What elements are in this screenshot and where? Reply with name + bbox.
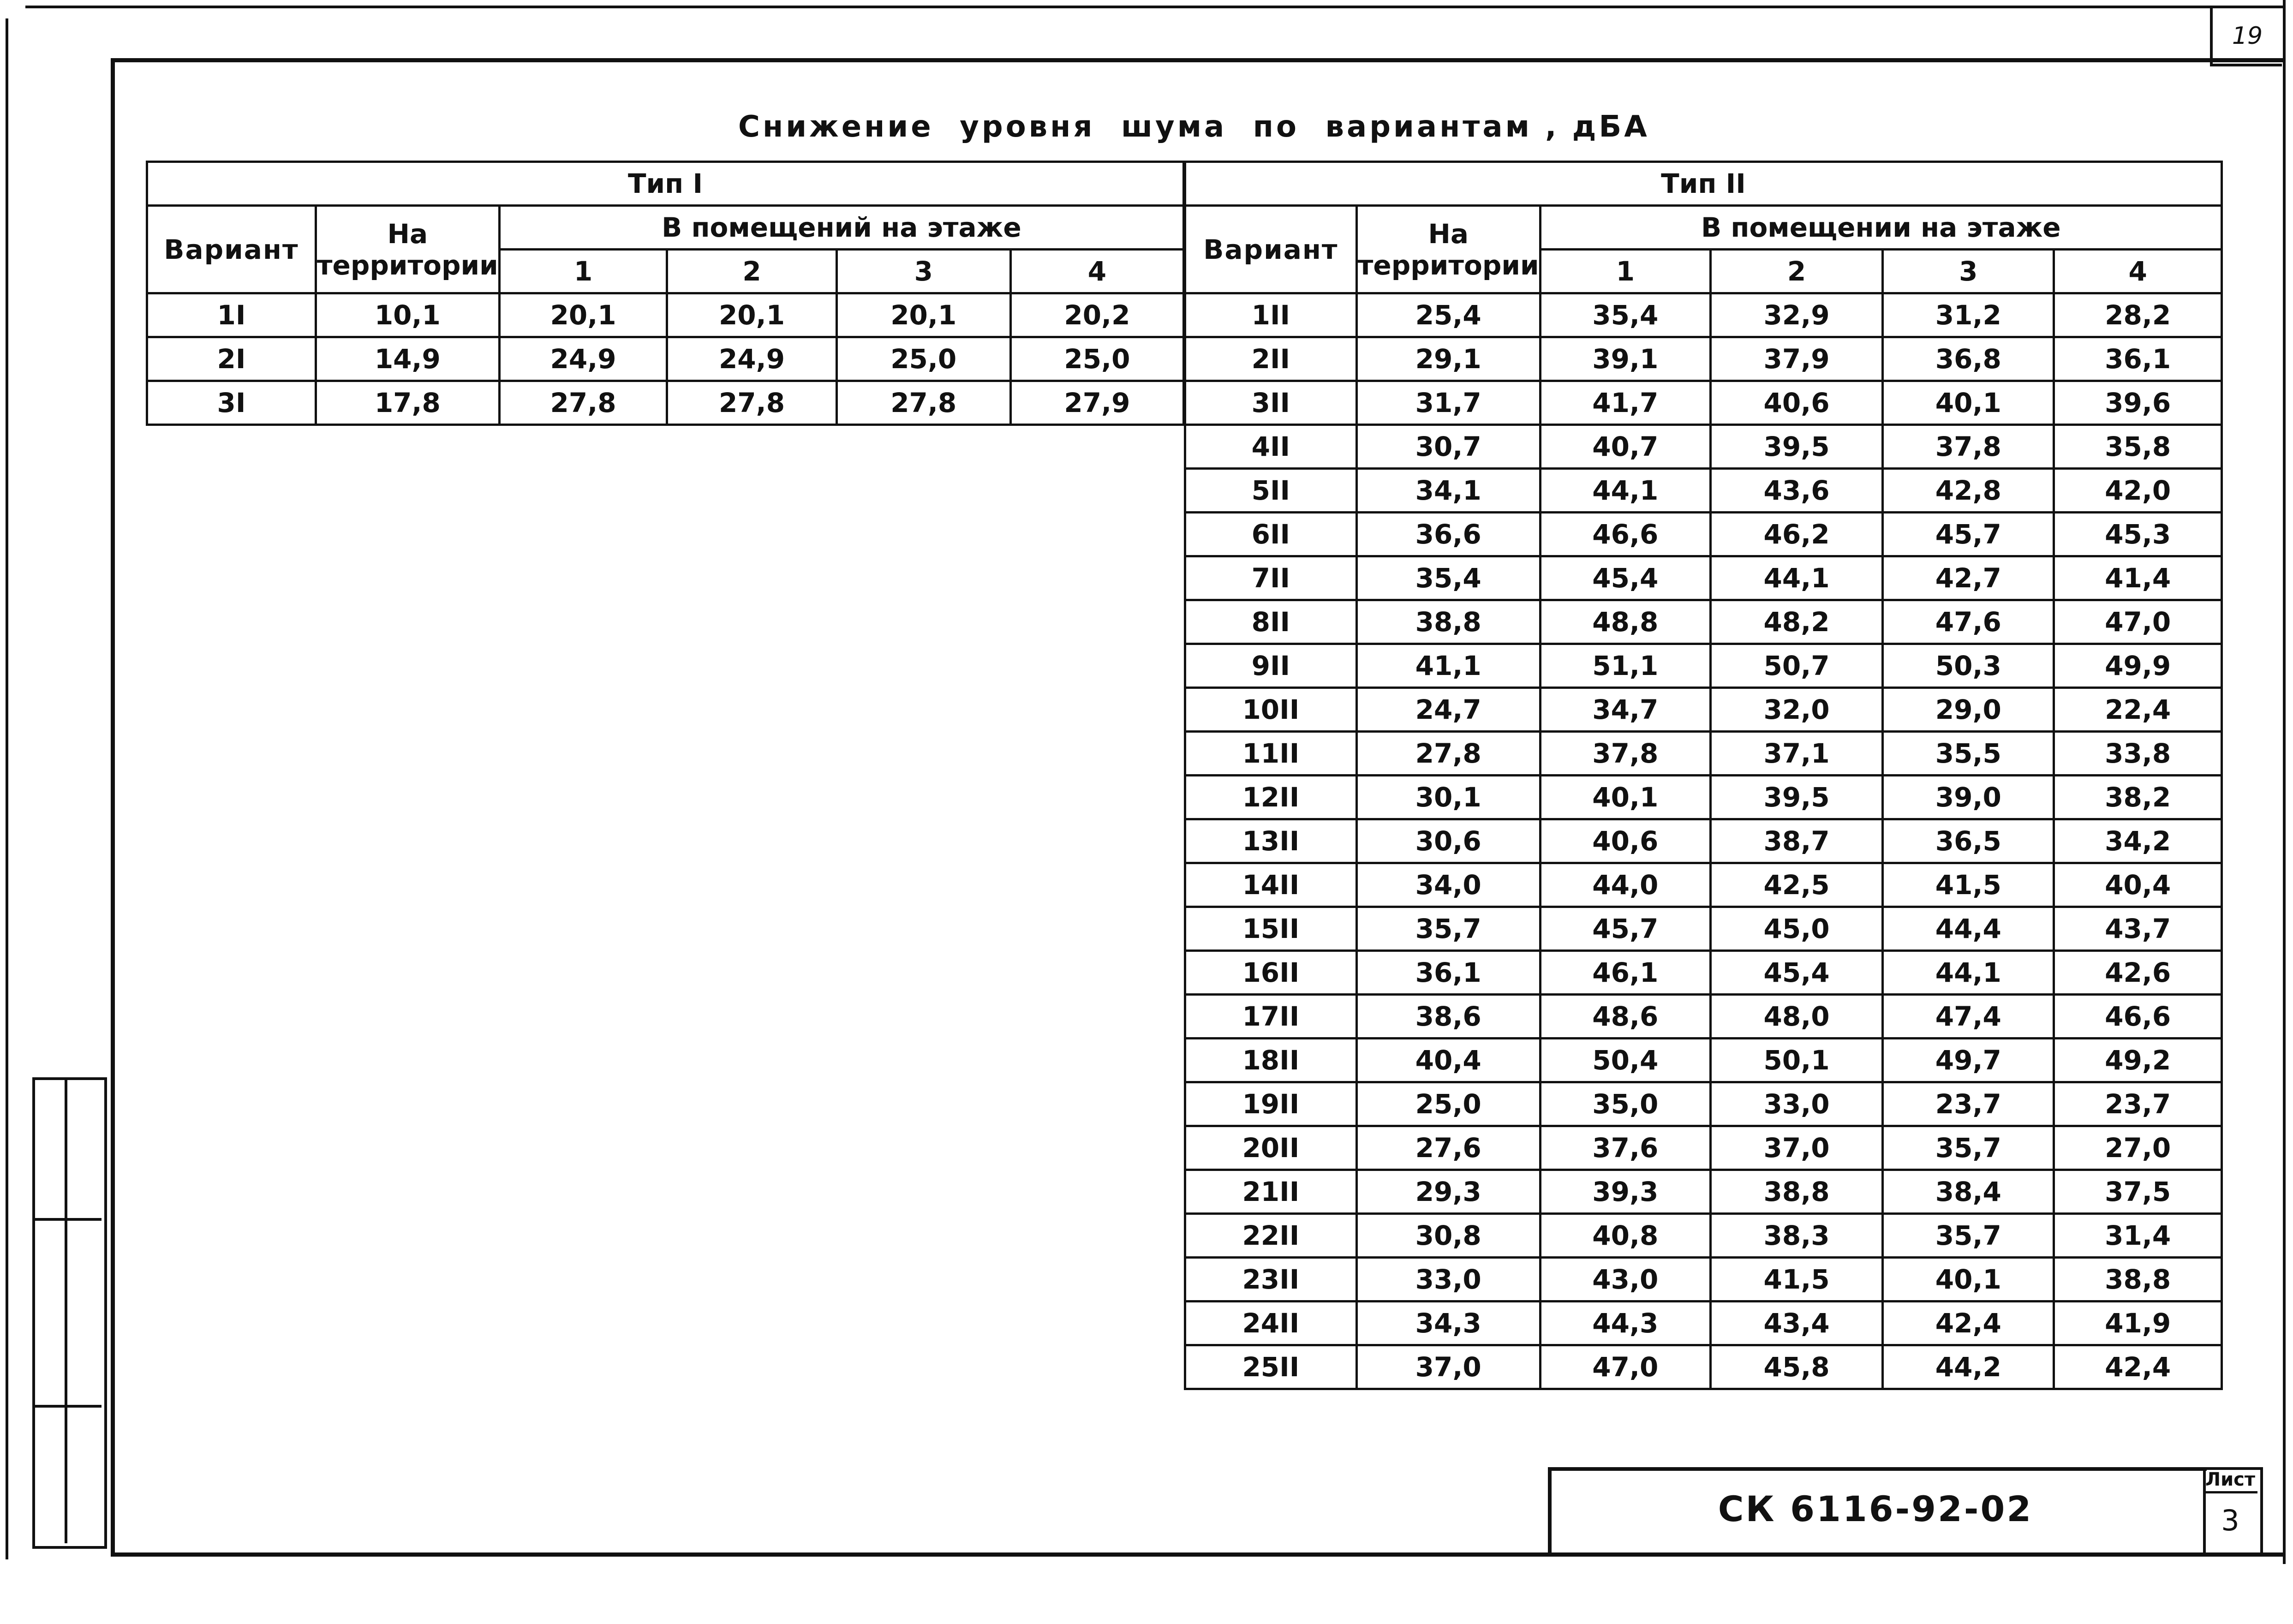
- variant-cell: 14II: [1185, 863, 1357, 907]
- floor-2-cell: 39,5: [1710, 425, 1882, 469]
- territory-cell: 38,6: [1356, 995, 1540, 1039]
- floor-1-cell: 27,8: [499, 381, 667, 425]
- type2-table: [1184, 161, 2223, 1390]
- type2-label: Тип II: [1185, 162, 2222, 206]
- variant-cell: 6II: [1185, 513, 1357, 556]
- floor-3-cell: 40,1: [1883, 381, 2054, 425]
- floor-4-cell: 41,4: [2054, 556, 2222, 600]
- page-title: Снижение уровня шума по вариантам , дБА: [738, 110, 1650, 144]
- floor-4-cell: 49,2: [2054, 1039, 2222, 1082]
- variant-cell: 1II: [1185, 293, 1357, 337]
- table-row: [1185, 1039, 2222, 1082]
- floor-1-cell: 44,1: [1540, 469, 1710, 513]
- type1-col-variant: Вариант: [147, 206, 316, 293]
- territory-cell: 25,0: [1356, 1082, 1540, 1126]
- variant-cell: 4II: [1185, 425, 1357, 469]
- floor-4-cell: 34,2: [2054, 819, 2222, 863]
- floor-3-cell: 40,1: [1883, 1258, 2054, 1302]
- type2-body: [1185, 293, 2222, 1389]
- territory-cell: 34,1: [1356, 469, 1540, 513]
- floor-1-cell: 39,1: [1540, 337, 1710, 381]
- territory-cell: 36,6: [1356, 513, 1540, 556]
- floor-3-cell: 39,0: [1883, 776, 2054, 819]
- floor-2-cell: 39,5: [1710, 776, 1882, 819]
- variant-cell: 22II: [1185, 1214, 1357, 1258]
- floor-4-cell: 39,6: [2054, 381, 2222, 425]
- territory-cell: 36,1: [1356, 951, 1540, 995]
- table-row: [1185, 995, 2222, 1039]
- floor-1-cell: 40,8: [1540, 1214, 1710, 1258]
- floor-3-cell: 38,4: [1883, 1170, 2054, 1214]
- floor-4-cell: 42,6: [2054, 951, 2222, 995]
- table-row: [1185, 425, 2222, 469]
- floor-4-cell: 46,6: [2054, 995, 2222, 1039]
- variant-cell: 24II: [1185, 1302, 1357, 1345]
- floor-4-cell: 27,0: [2054, 1126, 2222, 1170]
- floor-2-cell: 37,1: [1710, 732, 1882, 776]
- frame-left-line: [6, 18, 8, 1559]
- territory-cell: 25,4: [1356, 293, 1540, 337]
- territory-cell: 14,9: [316, 337, 499, 381]
- territory-cell: 27,8: [1356, 732, 1540, 776]
- floor-1-cell: 34,7: [1540, 688, 1710, 732]
- variant-cell: 11II: [1185, 732, 1357, 776]
- territory-cell: 27,6: [1356, 1126, 1540, 1170]
- table-row: [1185, 819, 2222, 863]
- floor-2-cell: 33,0: [1710, 1082, 1882, 1126]
- table-row: [1185, 381, 2222, 425]
- side-stamp: [32, 1077, 107, 1549]
- floor-3-cell: 20,1: [836, 293, 1010, 337]
- document-code: СК 6116-92-02: [1718, 1488, 2033, 1529]
- floor-1-cell: 46,6: [1540, 513, 1710, 556]
- territory-cell: 34,0: [1356, 863, 1540, 907]
- floor-1-cell: 37,6: [1540, 1126, 1710, 1170]
- table-row: [147, 337, 1184, 381]
- floor-1-cell: 41,7: [1540, 381, 1710, 425]
- floor-2-cell: 42,5: [1710, 863, 1882, 907]
- variant-cell: 9II: [1185, 644, 1357, 688]
- floor-2-cell: 50,7: [1710, 644, 1882, 688]
- floor-4-cell: 37,5: [2054, 1170, 2222, 1214]
- floor-4-cell: 31,4: [2054, 1214, 2222, 1258]
- floor-1-cell: 44,3: [1540, 1302, 1710, 1345]
- floor-1-cell: 35,0: [1540, 1082, 1710, 1126]
- floor-2-cell: 43,6: [1710, 469, 1882, 513]
- page-number: 19: [2210, 8, 2282, 66]
- table-row: [1185, 1214, 2222, 1258]
- floor-1-cell: 24,9: [499, 337, 667, 381]
- table-row: [1185, 469, 2222, 513]
- type1-col-indoor: В помещений на этаже: [499, 206, 1183, 250]
- table-row: [147, 381, 1184, 425]
- floor-3-cell: 50,3: [1883, 644, 2054, 688]
- floor-2-cell: 45,8: [1710, 1345, 1882, 1389]
- table-row: [1185, 776, 2222, 819]
- floor-1-cell: 45,4: [1540, 556, 1710, 600]
- type2-col-variant: Вариант: [1185, 206, 1357, 293]
- floor-2-cell: 32,9: [1710, 293, 1882, 337]
- floor-4-cell: 28,2: [2054, 293, 2222, 337]
- variant-cell: 13II: [1185, 819, 1357, 863]
- floor-1-cell: 40,6: [1540, 819, 1710, 863]
- side-stamp-divider: [32, 1405, 102, 1408]
- floor-3-cell: 31,2: [1883, 293, 2054, 337]
- floor-2-cell: 46,2: [1710, 513, 1882, 556]
- floor-3-cell: 49,7: [1883, 1039, 2054, 1082]
- type1-floor-header: 1: [499, 250, 667, 293]
- territory-cell: 30,8: [1356, 1214, 1540, 1258]
- floor-4-cell: 40,4: [2054, 863, 2222, 907]
- floor-1-cell: 46,1: [1540, 951, 1710, 995]
- floor-3-cell: 42,8: [1883, 469, 2054, 513]
- floor-3-cell: 47,6: [1883, 600, 2054, 644]
- variant-cell: 19II: [1185, 1082, 1357, 1126]
- variant-cell: 2II: [1185, 337, 1357, 381]
- floor-3-cell: 47,4: [1883, 995, 2054, 1039]
- floor-4-cell: 49,9: [2054, 644, 2222, 688]
- territory-cell: 35,7: [1356, 907, 1540, 951]
- floor-2-cell: 43,4: [1710, 1302, 1882, 1345]
- table-row: [1185, 1082, 2222, 1126]
- floor-2-cell: 27,8: [667, 381, 836, 425]
- floor-3-cell: 35,7: [1883, 1214, 2054, 1258]
- floor-1-cell: 37,8: [1540, 732, 1710, 776]
- territory-cell: 35,4: [1356, 556, 1540, 600]
- type1-body: [147, 293, 1184, 425]
- type2-floor-header: 2: [1710, 250, 1882, 293]
- floor-4-cell: 23,7: [2054, 1082, 2222, 1126]
- variant-cell: 3II: [1185, 381, 1357, 425]
- floor-4-cell: 41,9: [2054, 1302, 2222, 1345]
- table-row: [1185, 732, 2222, 776]
- floor-3-cell: 44,1: [1883, 951, 2054, 995]
- floor-2-cell: 20,1: [667, 293, 836, 337]
- table-row: [1185, 1126, 2222, 1170]
- type1-col-territory: На территории: [316, 206, 499, 293]
- table-row: [1185, 951, 2222, 995]
- territory-cell: 10,1: [316, 293, 499, 337]
- variant-cell: 5II: [1185, 469, 1357, 513]
- floor-1-cell: 48,8: [1540, 600, 1710, 644]
- variant-cell: 3I: [147, 381, 316, 425]
- sheet-label: Лист: [2203, 1468, 2257, 1493]
- floor-4-cell: 35,8: [2054, 425, 2222, 469]
- floor-4-cell: 36,1: [2054, 337, 2222, 381]
- floor-4-cell: 45,3: [2054, 513, 2222, 556]
- floor-1-cell: 50,4: [1540, 1039, 1710, 1082]
- variant-cell: 17II: [1185, 995, 1357, 1039]
- table-row: [1185, 1345, 2222, 1389]
- side-stamp-divider: [32, 1218, 102, 1221]
- type1-floor-header: 2: [667, 250, 836, 293]
- floor-1-cell: 39,3: [1540, 1170, 1710, 1214]
- territory-cell: 41,1: [1356, 644, 1540, 688]
- variant-cell: 16II: [1185, 951, 1357, 995]
- floor-3-cell: 35,5: [1883, 732, 2054, 776]
- floor-3-cell: 42,4: [1883, 1302, 2054, 1345]
- table-row: [1185, 1302, 2222, 1345]
- territory-cell: 29,1: [1356, 337, 1540, 381]
- variant-cell: 15II: [1185, 907, 1357, 951]
- floor-1-cell: 47,0: [1540, 1345, 1710, 1389]
- variant-cell: 7II: [1185, 556, 1357, 600]
- floor-1-cell: 40,7: [1540, 425, 1710, 469]
- floor-2-cell: 40,6: [1710, 381, 1882, 425]
- type1-floor-header: 3: [836, 250, 1010, 293]
- variant-cell: 2I: [147, 337, 316, 381]
- floor-1-cell: 35,4: [1540, 293, 1710, 337]
- territory-cell: 30,7: [1356, 425, 1540, 469]
- frame-top-line: [25, 6, 2284, 8]
- floor-3-cell: 35,7: [1883, 1126, 2054, 1170]
- floor-3-cell: 37,8: [1883, 425, 2054, 469]
- floor-3-cell: 42,7: [1883, 556, 2054, 600]
- table-row: [1185, 1170, 2222, 1214]
- floor-2-cell: 48,2: [1710, 600, 1882, 644]
- floor-4-cell: 38,8: [2054, 1258, 2222, 1302]
- floor-3-cell: 41,5: [1883, 863, 2054, 907]
- territory-cell: 24,7: [1356, 688, 1540, 732]
- floor-1-cell: 20,1: [499, 293, 667, 337]
- floor-4-cell: 22,4: [2054, 688, 2222, 732]
- table-row: [1185, 907, 2222, 951]
- floor-1-cell: 51,1: [1540, 644, 1710, 688]
- floor-2-cell: 50,1: [1710, 1039, 1882, 1082]
- type1-table: [146, 161, 1185, 426]
- floor-4-cell: 42,0: [2054, 469, 2222, 513]
- floor-2-cell: 45,4: [1710, 951, 1882, 995]
- table-row: [1185, 293, 2222, 337]
- variant-cell: 8II: [1185, 600, 1357, 644]
- type2-col-indoor: В помещении на этаже: [1540, 206, 2221, 250]
- table-row: [1185, 556, 2222, 600]
- floor-1-cell: 44,0: [1540, 863, 1710, 907]
- type1-label: Тип I: [147, 162, 1184, 206]
- floor-4-cell: 20,2: [1010, 293, 1183, 337]
- floor-3-cell: 36,8: [1883, 337, 2054, 381]
- floor-4-cell: 42,4: [2054, 1345, 2222, 1389]
- territory-cell: 29,3: [1356, 1170, 1540, 1214]
- floor-4-cell: 33,8: [2054, 732, 2222, 776]
- type2-floor-header: 3: [1883, 250, 2054, 293]
- territory-cell: 33,0: [1356, 1258, 1540, 1302]
- type2-floor-header: 1: [1540, 250, 1710, 293]
- type1-floor-header: 4: [1010, 250, 1183, 293]
- floor-1-cell: 43,0: [1540, 1258, 1710, 1302]
- floor-3-cell: 29,0: [1883, 688, 2054, 732]
- territory-cell: 30,6: [1356, 819, 1540, 863]
- floor-2-cell: 37,9: [1710, 337, 1882, 381]
- territory-cell: 17,8: [316, 381, 499, 425]
- floor-2-cell: 37,0: [1710, 1126, 1882, 1170]
- floor-4-cell: 27,9: [1010, 381, 1183, 425]
- floor-3-cell: 23,7: [1883, 1082, 2054, 1126]
- floor-2-cell: 38,3: [1710, 1214, 1882, 1258]
- variant-cell: 23II: [1185, 1258, 1357, 1302]
- floor-3-cell: 44,4: [1883, 907, 2054, 951]
- territory-cell: 40,4: [1356, 1039, 1540, 1082]
- type2-col-territory: На территории: [1356, 206, 1540, 293]
- floor-2-cell: 38,7: [1710, 819, 1882, 863]
- floor-2-cell: 24,9: [667, 337, 836, 381]
- floor-2-cell: 41,5: [1710, 1258, 1882, 1302]
- table-row: [1185, 863, 2222, 907]
- variant-cell: 10II: [1185, 688, 1357, 732]
- table-row: [1185, 688, 2222, 732]
- table-row: [147, 293, 1184, 337]
- variant-cell: 21II: [1185, 1170, 1357, 1214]
- table-row: [1185, 644, 2222, 688]
- territory-cell: 31,7: [1356, 381, 1540, 425]
- floor-3-cell: 27,8: [836, 381, 1010, 425]
- floor-2-cell: 38,8: [1710, 1170, 1882, 1214]
- floor-2-cell: 45,0: [1710, 907, 1882, 951]
- floor-4-cell: 38,2: [2054, 776, 2222, 819]
- variant-cell: 12II: [1185, 776, 1357, 819]
- floor-4-cell: 43,7: [2054, 907, 2222, 951]
- floor-4-cell: 47,0: [2054, 600, 2222, 644]
- floor-1-cell: 45,7: [1540, 907, 1710, 951]
- floor-2-cell: 44,1: [1710, 556, 1882, 600]
- floor-2-cell: 48,0: [1710, 995, 1882, 1039]
- floor-3-cell: 25,0: [836, 337, 1010, 381]
- sheet-number: 3: [2221, 1503, 2239, 1537]
- territory-cell: 34,3: [1356, 1302, 1540, 1345]
- territory-cell: 38,8: [1356, 600, 1540, 644]
- territory-cell: 30,1: [1356, 776, 1540, 819]
- floor-3-cell: 44,2: [1883, 1345, 2054, 1389]
- type2-floor-header: 4: [2054, 250, 2222, 293]
- side-stamp-divider: [65, 1077, 67, 1543]
- territory-cell: 37,0: [1356, 1345, 1540, 1389]
- floor-3-cell: 36,5: [1883, 819, 2054, 863]
- variant-cell: 1I: [147, 293, 316, 337]
- floor-1-cell: 40,1: [1540, 776, 1710, 819]
- floor-4-cell: 25,0: [1010, 337, 1183, 381]
- table-row: [1185, 337, 2222, 381]
- floor-1-cell: 48,6: [1540, 995, 1710, 1039]
- floor-3-cell: 45,7: [1883, 513, 2054, 556]
- floor-2-cell: 32,0: [1710, 688, 1882, 732]
- variant-cell: 18II: [1185, 1039, 1357, 1082]
- variant-cell: 20II: [1185, 1126, 1357, 1170]
- table-row: [1185, 513, 2222, 556]
- table-row: [1185, 600, 2222, 644]
- variant-cell: 25II: [1185, 1345, 1357, 1389]
- table-row: [1185, 1258, 2222, 1302]
